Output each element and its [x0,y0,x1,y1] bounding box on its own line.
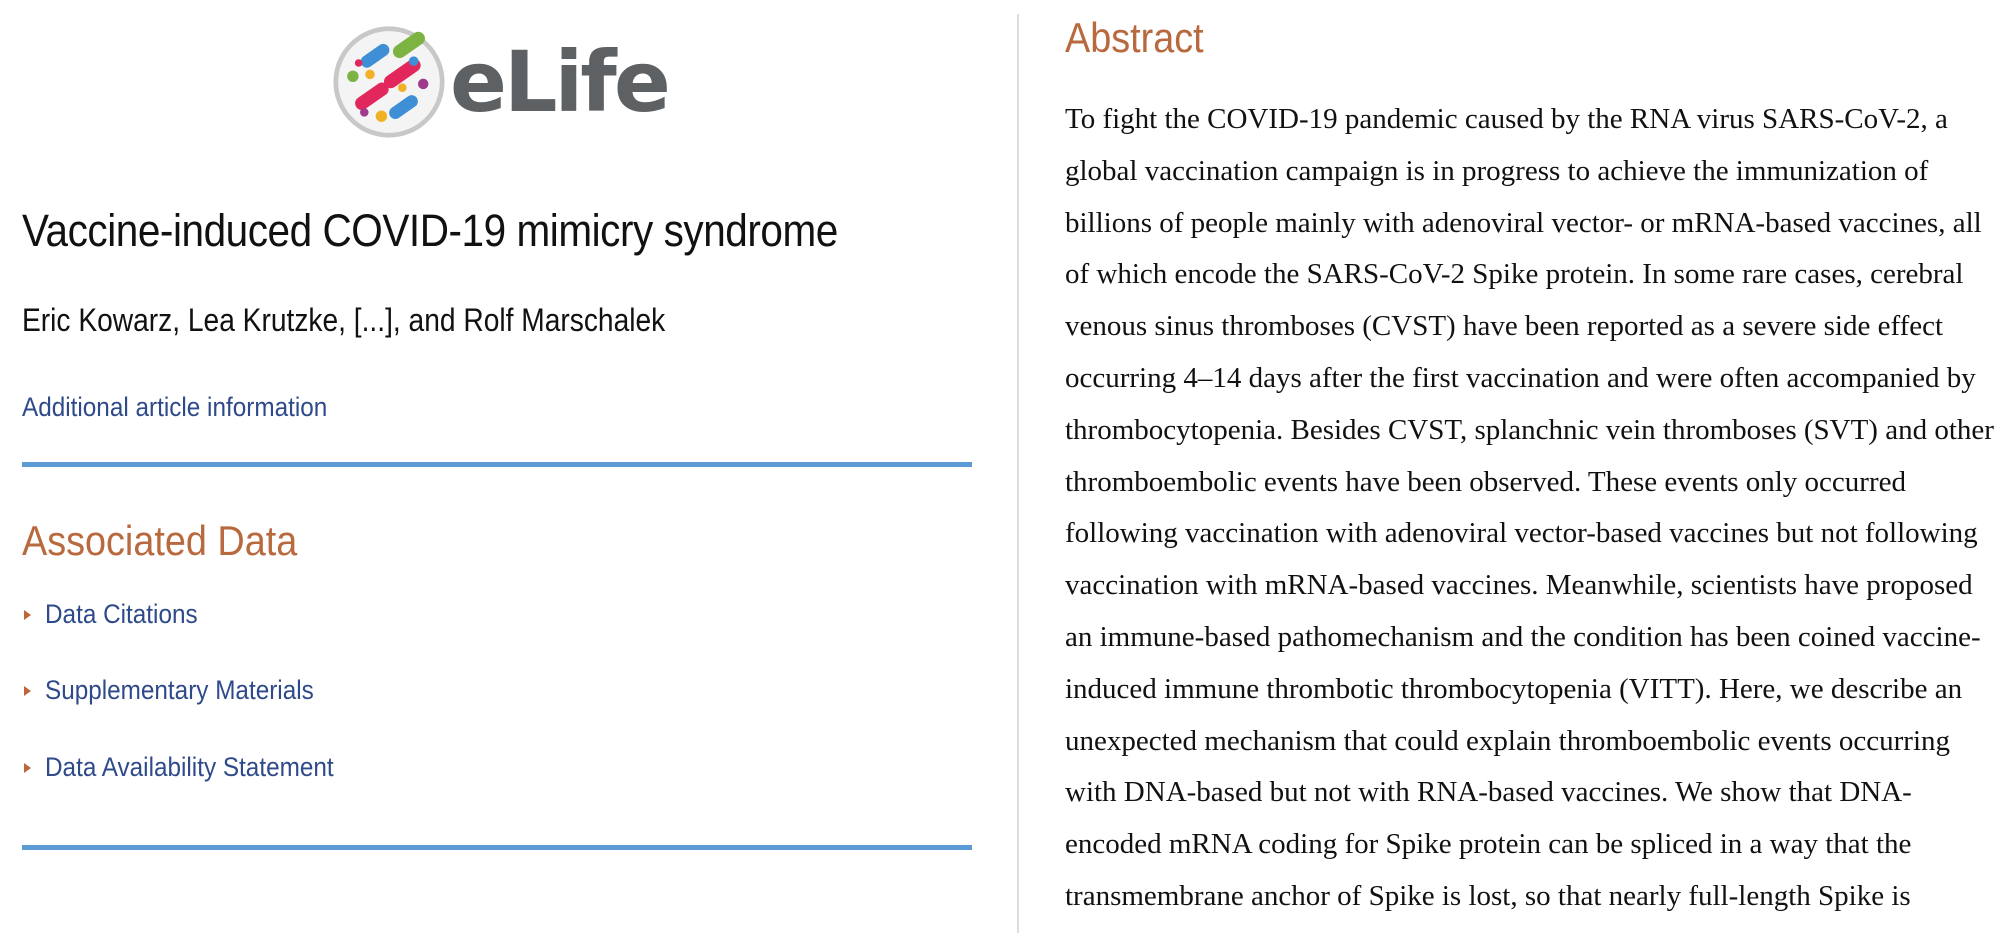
abstract-line: vaccination with mRNA-based vaccines. Meanwhile, scientists have proposed [1065,569,1973,602]
abstract-heading: Abstract [1065,14,1204,61]
section-divider [22,845,972,850]
supplementary-materials-toggle[interactable] [24,675,344,706]
abstract-section [1065,0,2000,933]
supplementary-materials-label: Supplementary Materials [45,675,314,705]
abstract-line: transmembrane anchor of Spike is lost, so that nearly full-length Spike is [1065,879,1911,912]
expand-triangle-icon [24,686,31,696]
column-divider [1017,14,1019,933]
abstract-line: thromboembolic events have been observed. These events only occurred [1065,465,1906,498]
abstract-line: encoded mRNA coding for Spike protein can be spliced in a way that the [1065,828,1912,861]
elife-logo-text: eLife [450,33,668,131]
abstract-line: an immune-based pathomechanism and the condition has been coined vaccine- [1065,620,1981,653]
abstract-line: billions of people mainly with adenoviral vector- or mRNA-based vaccines, all [1065,206,1982,239]
article-authors: Eric Kowarz, Lea Krutzke, [...], and Rolf Marschalek [22,302,666,338]
data-citations-label: Data Citations [45,599,198,629]
data-availability-statement-label: Data Availability Statement [45,752,334,782]
abstract-line: induced immune thrombotic thrombocytopenia (VITT). Here, we describe an [1065,672,1963,705]
article-title: Vaccine-induced COVID-19 mimicry syndrome [22,205,838,256]
abstract-line: global vaccination campaign is in progress to achieve the immunization of [1065,154,1929,187]
associated-data-heading: Associated Data [22,517,298,564]
expand-triangle-icon [24,610,31,620]
abstract-line: of which encode the SARS-CoV-2 Spike protein. In some rare cases, cerebral [1065,258,1964,291]
abstract-text [1065,94,2000,923]
abstract-line: unexpected mechanism that could explain thromboembolic events occurring [1065,724,1951,757]
article-header [22,0,972,933]
elife-logo-icon [332,25,446,139]
abstract-line: thrombocytopenia. Besides CVST, splanchnic vein thromboses (SVT) and other [1065,413,1994,446]
abstract-line: occurring 4–14 days after the first vaccination and were often accompanied by [1065,361,1976,394]
additional-article-info-link[interactable]: Additional article information [22,392,328,422]
elife-logo[interactable] [332,22,668,142]
abstract-line: venous sinus thromboses (CVST) have been reported as a severe side effect [1065,310,1944,343]
expand-triangle-icon [24,763,31,773]
data-citations-toggle[interactable] [24,599,215,630]
section-divider [22,462,972,467]
data-availability-statement-toggle[interactable] [24,752,366,783]
abstract-line: following vaccination with adenoviral vector-based vaccines but not following [1065,517,1978,550]
abstract-line: with DNA-based but not with RNA-based vaccines. We show that DNA- [1065,776,1912,809]
abstract-line: To fight the COVID-19 pandemic caused by the RNA virus SARS-CoV-2, a [1065,103,1948,135]
